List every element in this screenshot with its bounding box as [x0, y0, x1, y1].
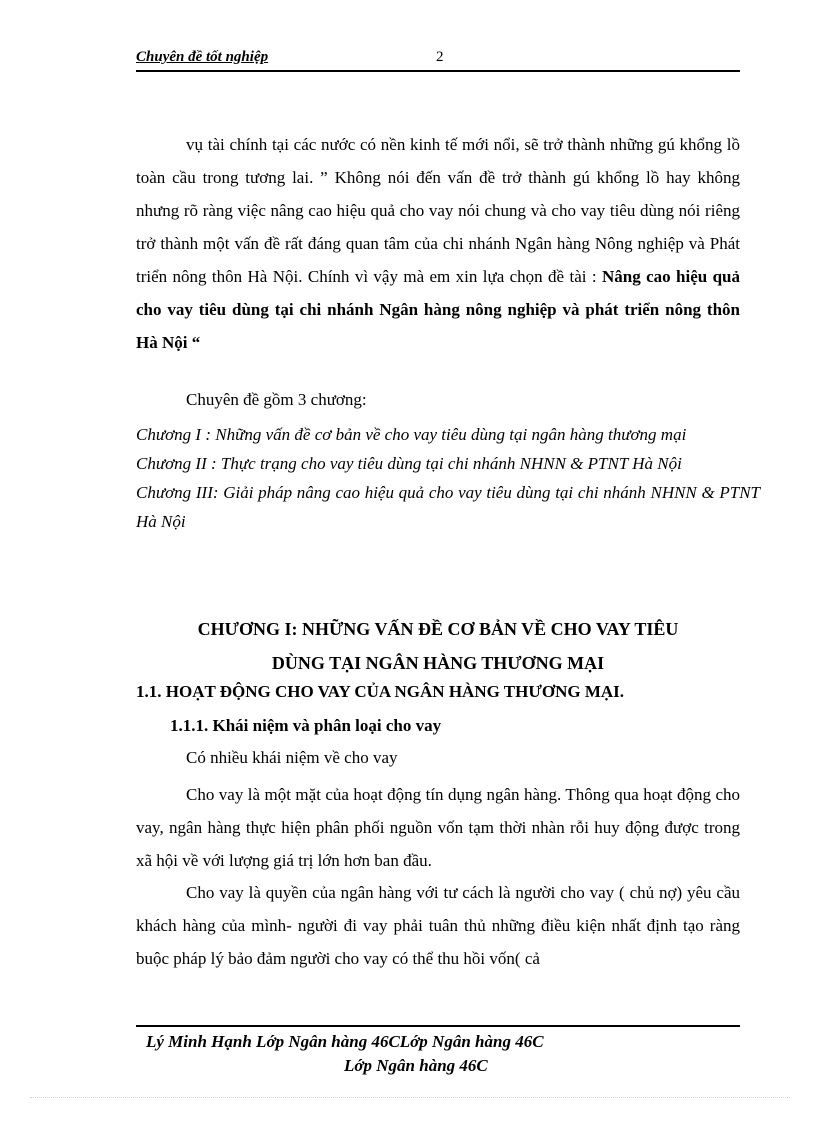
- header-title: Chuyên đề tốt nghiệp: [136, 49, 269, 65]
- chapter-heading: [136, 612, 740, 680]
- page-break-line: [30, 1097, 790, 1098]
- page-number: 2: [436, 49, 444, 65]
- subsection-heading: 1.1.1. Khái niệm và phân loại cho vay: [170, 716, 442, 735]
- paragraph-lending-rights: Cho vay là quyền của ngân hàng với tư cách là người cho vay ( chủ nợ) yêu cầu khách hàng của mình- người đi vay phải tuân thủ những điều kiện nhất định tạo ràng buộc pháp lý bảo đảm người cho vay có thể thu hồi vốn( cả: [136, 883, 740, 968]
- chapter-heading-line: DÙNG TẠI NGÂN HÀNG THƯƠNG MẠI: [271, 653, 605, 673]
- chapter-item: Chương III: Giải pháp nâng cao hiệu quả cho vay tiêu dùng tại chi nhánh NHNN & PTNT Hà Nội: [136, 483, 760, 531]
- page-header: [136, 48, 740, 72]
- chapter-item: Chương I : Những vấn đề cơ bản về cho vay tiêu dùng tại ngân hàng thương mại: [136, 425, 687, 444]
- footer-divider: [136, 1025, 740, 1027]
- paragraph-lending-definition: Cho vay là một mặt của hoạt động tín dụng ngân hàng. Thông qua hoạt động cho vay, ngân hàng thực hiện phân phối nguồn vốn tạm thời nhàn rỗi huy động được trong xã hội về với lượng giá trị lớn hơn ban đầu.: [136, 785, 740, 870]
- footer-line: Lớp Ngân hàng 46C: [344, 1056, 488, 1075]
- chapter-heading-line: CHƯƠNG I: NHỮNG VẤN ĐỀ CƠ BẢN VỀ CHO VAY TIÊU: [197, 619, 679, 639]
- thesis-topic: Nâng cao hiệu quả cho vay tiêu dùng tại chi nhánh Ngân hàng nông nghiệp và phát triển nông thôn Hà Nội “: [136, 267, 741, 352]
- chapter-item: Chương II : Thực trạng cho vay tiêu dùng tại chi nhánh NHNN & PTNT Hà Nội: [136, 454, 682, 473]
- chapters-intro: Chuyên đề gồm 3 chương:: [186, 390, 367, 409]
- footer-line: Lý Minh Hạnh Lớp Ngân hàng 46CLớp Ngân hàng 46C: [146, 1032, 544, 1051]
- paragraph-intro: [136, 128, 740, 359]
- chapter-list: [136, 420, 760, 536]
- paragraph-intro-text: vụ tài chính tại các nước có nền kinh tế mới nổi, sẽ trở thành những gú khổng lồ toàn cầu trong tương lai. ” Không nói đến vấn đề trở thành gú khổng lồ hay không nhưng rõ ràng việc nâng cao hiệu quả cho vay nói chung và cho vay tiêu dùng nói riêng trở thành một vấn đề rất đáng quan tâm của chi nhánh Ngân hàng Nông nghiệp và Phát triển nông thôn Hà Nội. Chính vì vậy mà em xin lựa chọn đề tài :: [136, 135, 740, 286]
- concepts-line: Có nhiều khái niệm về cho vay: [186, 748, 398, 767]
- page-footer: [146, 1030, 706, 1078]
- section-heading: 1.1. HOẠT ĐỘNG CHO VAY CỦA NGÂN HÀNG THƯƠNG MẠI.: [136, 682, 625, 701]
